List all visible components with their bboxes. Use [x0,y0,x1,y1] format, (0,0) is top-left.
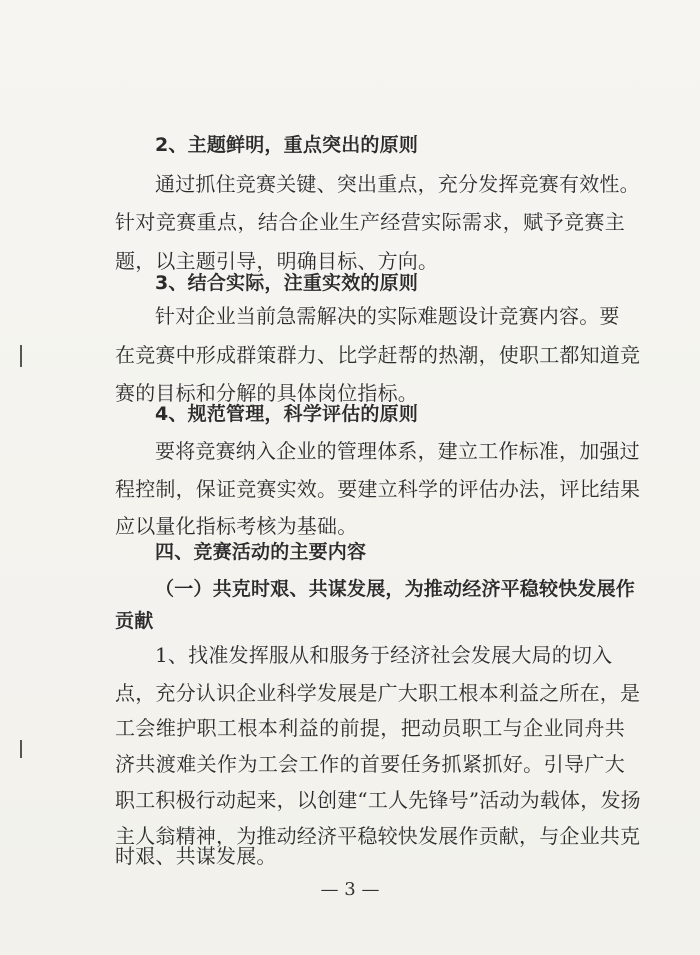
paragraph-line: 济共渡难关作为工会工作的首要任务抓紧抓好。引导广大 [115,752,625,776]
section-heading-4: 四、竞赛活动的主要内容 [155,541,367,563]
paragraph-line: 程控制，保证竞赛实效。要建立科学的评估办法，评比结果 [115,477,641,501]
paragraph-line: 题，以主题引导，明确目标、方向。 [115,249,439,273]
page-number: — 3 — [320,879,380,900]
subsection-heading-1-cont: 贡献 [115,610,154,632]
paragraph-line: 针对企业当前急需解决的实际难题设计竞赛内容。要 [155,304,620,328]
paragraph-line: 主人翁精神，为推动经济平稳较快发展作贡献，与企业共克 [115,824,641,848]
subsection-heading-1: （一）共克时艰、共谋发展，为推动经济平稳较快发展作 [155,578,636,600]
paragraph-line: 要将竞赛纳入企业的管理体系，建立工作标准，加强过 [155,439,640,463]
paragraph-line: 赛的目标和分解的具体岗位指标。 [115,381,418,405]
paragraph-line: 1、找准发挥服从和服务于经济社会发展大局的切入 [155,643,613,667]
paragraph-line: 在竞赛中形成群策群力、比学赶帮的热潮，使职工都知道竞 [115,343,641,367]
paragraph-line: 通过抓住竞赛关键、突出重点，充分发挥竞赛有效性。 [155,172,640,196]
paragraph-line: 工会维护职工根本利益的前提，把动员职工与企业同舟共 [115,716,625,740]
binding-mark [20,345,22,367]
principle-heading-4: 4、规范管理，科学评估的原则 [155,403,419,425]
paragraph-line: 职工积极行动起来，以创建“工人先锋号”活动为载体，发扬 [115,788,641,812]
principle-heading-2: 2、主题鲜明，重点突出的原则 [155,134,419,156]
paragraph-line: 应以量化指标考核为基础。 [115,514,358,538]
principle-heading-3: 3、结合实际，注重实效的原则 [155,272,419,294]
paragraph-line: 点，充分认识企业科学发展是广大职工根本利益之所在，是 [115,681,641,705]
paragraph-line: 针对竞赛重点，结合企业生产经营实际需求，赋予竞赛主 [115,210,625,234]
paragraph-line: 时艰、共谋发展。 [115,844,277,868]
binding-mark [20,740,22,758]
